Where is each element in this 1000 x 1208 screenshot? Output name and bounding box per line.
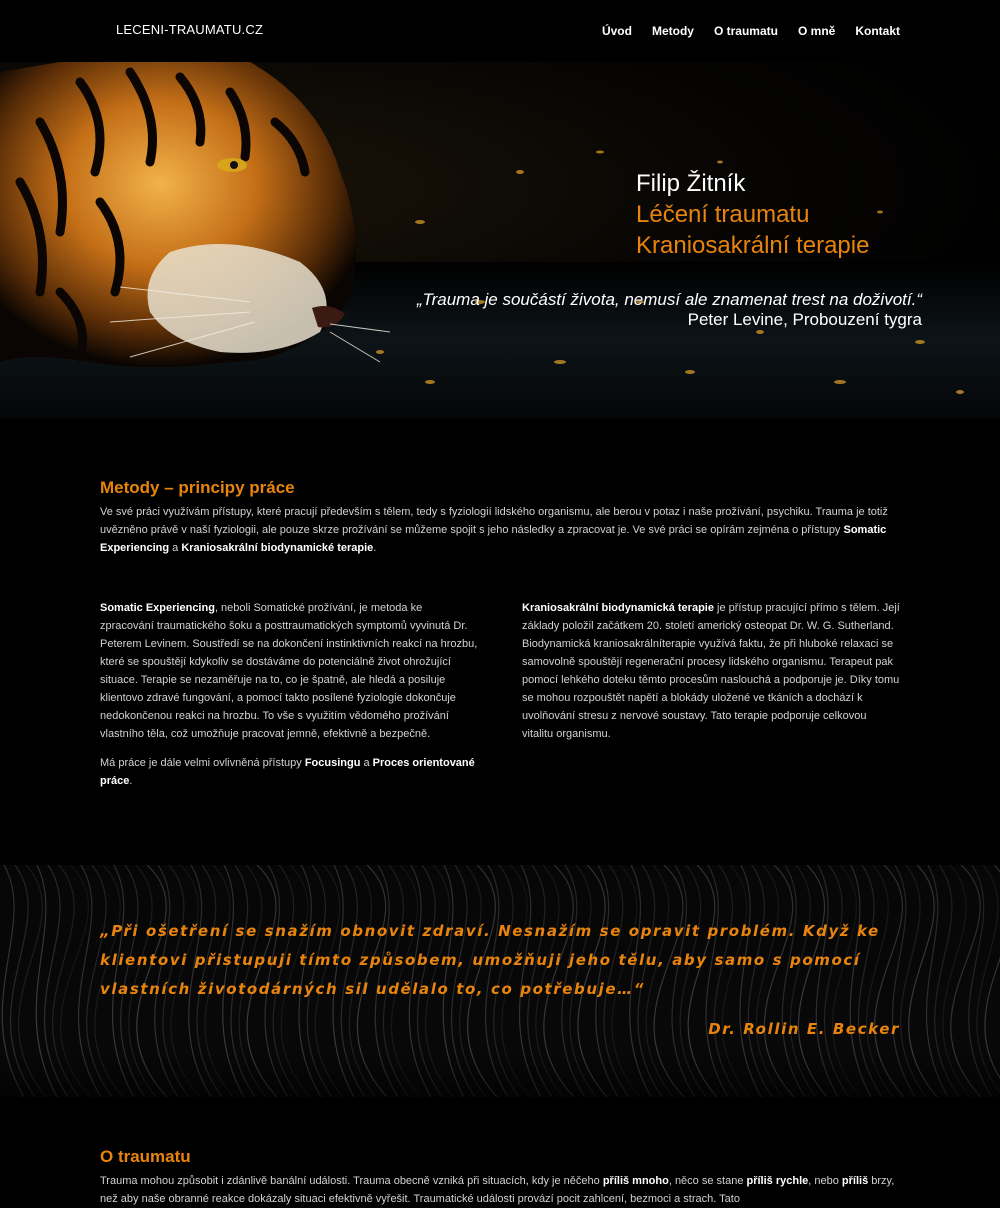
site-logo[interactable]: LECENI-TRAUMATU.CZ: [116, 22, 264, 37]
hero-name: Filip Žitník: [636, 170, 746, 197]
nav-item-o-traumatu[interactable]: O traumatu: [713, 24, 778, 38]
cranio-text: je přístup pracující přímo s tělem. Její základy položil začátkem 20. století americký osteopat Dr. W. G. Sutherland. Biodynamická kraniosakrálníterapie využívá faktu, že při hluboké relaxaci se samovolně spouštějí regenerační procesy lidského organismu. Terapeut pak pomocí lehkého doteku těmto procesům naslouchá a podporuje je. Díky tomu se mohou rozpouštět napětí a blokády uložené ve tkáních a dochází k uvolňování stresu z nervové soustavy. Tato terapie podporuje celkovou vitalitu organismu.: [522, 602, 900, 740]
nav-item-kontakt[interactable]: Kontakt: [855, 24, 900, 38]
hero-quote-text: „Trauma je součástí života, nemusí ale znamenat trest na doživotí.“: [416, 290, 922, 309]
methods-columns: [100, 599, 900, 790]
hero-title-block: [636, 168, 869, 261]
trauma-text-1: Trauma mohou způsobit i zdánlivě banální události. Trauma obecně vzniká při situacích, kdy je něčeho: [100, 1175, 603, 1187]
becker-author: Dr. Rollin E. Becker: [708, 1020, 900, 1038]
methods-section: [0, 418, 1000, 790]
nav-item-o-mne[interactable]: O mně: [797, 24, 836, 38]
cranio-paragraph: [522, 599, 900, 743]
column-somatic: [100, 599, 478, 790]
cranio-bold: Kraniosakrální biodynamická terapie: [522, 602, 714, 614]
top-navigation-bar: [0, 0, 1000, 62]
somatic-text: , neboli Somatické prožívání, je metoda ke zpracování traumatického šoku a posttraumatických symptomů vyvinutá Dr. Peterem Levinem. Soustředí se na dokončení instinktivních reakcí na hrozbu, které se spouštějí kdykoliv se dostáváme do potenciálně život ohrožující situace. Terapie se nezaměřuje na to, co je špatně, ale hledá a posiluje klientovo zdravé fungování, a pomocí takto posílené fyziologie dokončuje nedokončenou reakci na hrozbu. To vše s využitím vědomého prožívání vlastního těla, což umožňuje pracovat jemně, efektivně a bezpečně.: [100, 602, 478, 740]
hero-quote: [417, 290, 922, 330]
process-bold: Proces orientované práce: [100, 757, 475, 787]
focusing-paragraph: [100, 754, 478, 790]
somatic-paragraph: [100, 599, 478, 743]
trauma-section: [100, 1147, 900, 1208]
nav-item-uvod[interactable]: Úvod: [601, 24, 632, 38]
column-cranio: [522, 599, 900, 790]
trauma-paragraph: [100, 1172, 900, 1208]
trauma-bold-3: příliš: [841, 1175, 869, 1187]
intro-end: .: [373, 542, 377, 554]
becker-quote: „Při ošetření se snažím obnovit zdraví. Nesnažím se opravit problém. Když ke klientovi přistupuji tímto způsobem, umožňuji jeho tělu, aby samo s pomocí vlastních životodárných sil udělalo to, co potřebuje…“: [100, 922, 880, 998]
hero-quote-author: Peter Levine, Probouzení tygra: [687, 310, 922, 329]
quote-band: [0, 865, 1000, 1097]
focusing-text: Má práce je dále velmi ovlivněná přístupy: [100, 757, 305, 769]
intro-text: Ve své práci využívám přístupy, které pracují především s tělem, tedy s fyziologií lidského organismu, ale berou v potaz i naše prožívání, psychiku. Trauma je totiž uvězněno právě v naší fyziologii, ale pouze skrze prožívání se můžeme spojit s jeho následky a zpracovat je. Ve své práci se opírám zejména o přístupy: [100, 506, 888, 536]
hero-subtitle-1: Léčení traumatu: [636, 201, 810, 228]
somatic-bold: Somatic Experiencing: [100, 602, 215, 614]
focusing-and: a: [360, 757, 373, 769]
main-nav: [602, 24, 900, 38]
focusing-bold: Focusingu: [304, 757, 361, 769]
hero-subtitle-2: Kraniosakrální terapie: [636, 232, 870, 259]
intro-bold-kst: Kraniosakrální biodynamické terapie: [181, 542, 374, 554]
intro-bold-se: Somatic Experiencing: [100, 524, 887, 554]
trauma-title: O traumatu: [100, 1147, 191, 1166]
hero-banner: [0, 62, 1000, 418]
trauma-text-3: , nebo: [808, 1175, 842, 1187]
nav-item-metody[interactable]: Metody: [651, 24, 694, 38]
trauma-bold-2: příliš rychle: [746, 1175, 809, 1187]
methods-title: Metody – principy práce: [100, 478, 295, 497]
intro-and: a: [169, 542, 182, 554]
focusing-end: .: [129, 775, 133, 787]
trauma-text-2: , něco se stane: [668, 1175, 747, 1187]
trauma-bold-1: příliš mnoho: [602, 1175, 669, 1187]
trauma-text-4: brzy, než aby naše obranné reakce dokázaly situaci efektivně vyřešit. Traumatické události provází pocit zahlcení, bezmoci a strach. Tato: [100, 1175, 895, 1205]
methods-intro: [100, 503, 900, 557]
